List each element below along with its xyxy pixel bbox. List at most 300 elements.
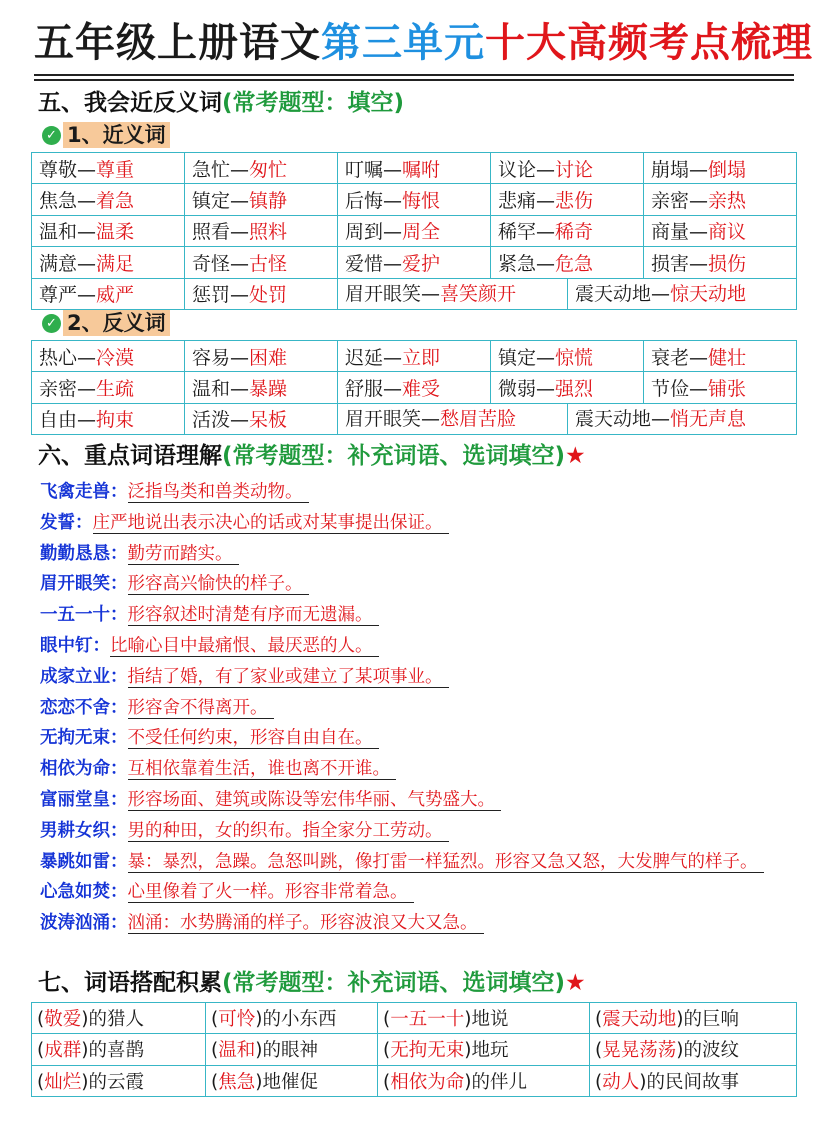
word: 活泼 [192, 409, 231, 432]
synonym-pair-cell [491, 153, 644, 184]
dash: — [77, 378, 97, 401]
word: 满意 [39, 252, 78, 275]
paren-close: ) [255, 1071, 263, 1093]
word: 惩罚 [192, 284, 231, 307]
antonym-pair-cell [644, 341, 797, 372]
answer-word: 稀奇 [555, 221, 594, 244]
antonym-pair-cell [338, 372, 491, 403]
star-icon: ★ [565, 443, 586, 469]
word: 爱惜 [345, 252, 384, 275]
dash: — [689, 346, 709, 369]
definition-item [40, 508, 800, 539]
star-icon: ★ [565, 970, 586, 996]
definition-item [40, 477, 800, 508]
definition-term: 发誓： [40, 512, 93, 533]
definition-term: 男耕女织： [40, 820, 128, 841]
word: 悲痛 [498, 190, 537, 213]
definition-term: 相依为命： [40, 759, 128, 780]
table-row [32, 1034, 797, 1065]
definition-item [40, 877, 800, 908]
synonym-subheading [42, 122, 170, 148]
title-part3: 十大高频考点梳理 [485, 20, 813, 66]
answer-word: 强烈 [555, 378, 594, 401]
collocation-cell [590, 1034, 797, 1065]
section7-heading [38, 968, 586, 998]
synonym-pair-cell [185, 184, 338, 215]
collocation-noun: 地催促 [262, 1071, 318, 1093]
synonym-pair-cell [185, 247, 338, 278]
answer-word: 周全 [402, 221, 441, 244]
word: 周到 [345, 221, 384, 244]
paren-open: ( [595, 1040, 603, 1062]
paren-close: ) [639, 1071, 647, 1093]
check-circle-icon: ✓ [42, 126, 61, 145]
paren-close: ) [81, 1009, 89, 1031]
word: 尊敬 [39, 158, 78, 181]
paren-open: ( [37, 1040, 45, 1062]
synonym-pair-cell [32, 184, 185, 215]
paren-open: ( [37, 1071, 45, 1093]
definition-term: 暴跳如雷： [40, 851, 128, 872]
paren-open: ( [211, 1009, 219, 1031]
synonym-pair-cell [338, 153, 491, 184]
collocation-cell [378, 1065, 590, 1096]
paren-open: ( [383, 1040, 391, 1062]
answer-word: 威严 [96, 284, 135, 307]
word: 崩塌 [651, 158, 690, 181]
word: 亲密 [39, 378, 78, 401]
definition-text: 形容场面、建筑或陈设等宏伟华丽、气势盛大。 [128, 790, 502, 811]
answer-word: 动人 [602, 1071, 640, 1093]
dash: — [77, 284, 97, 307]
answer-word: 无拘无束 [390, 1040, 465, 1062]
collocation-cell [378, 1034, 590, 1065]
collocation-cell [590, 1003, 797, 1034]
definition-item [40, 785, 800, 816]
collocation-cell [32, 1003, 206, 1034]
definition-term: 勤勤恳恳： [40, 543, 128, 564]
synonym-pair-cell [644, 247, 797, 278]
merged-pair-cells [338, 278, 797, 309]
antonym-pair-cell [491, 341, 644, 372]
dash: — [689, 221, 709, 244]
dash: — [230, 378, 250, 401]
collocation-cell [206, 1034, 378, 1065]
answer-word: 嘱咐 [402, 158, 441, 181]
dash: — [77, 346, 97, 369]
table-row [32, 215, 797, 246]
antonym-pair-cell [491, 372, 644, 403]
definition-item [40, 600, 800, 631]
synonym-pair-cell [338, 215, 491, 246]
definition-text: 互相依靠着生活，谁也离不开谁。 [128, 759, 397, 780]
section6-heading [38, 441, 586, 471]
collocation-noun: 的伴儿 [471, 1071, 527, 1093]
word: 眉开眼笑 [345, 407, 422, 430]
dash: — [230, 284, 250, 307]
section6-title: 六、重点词语理解 [38, 443, 222, 469]
answer-word: 满足 [96, 252, 135, 275]
paren-open: ( [211, 1071, 219, 1093]
word: 镇定 [498, 346, 537, 369]
paren-open: ( [37, 1009, 45, 1031]
definition-text: 指结了婚，有了家业或建立了某项事业。 [128, 667, 449, 688]
collocation-noun: 地说 [471, 1009, 509, 1031]
dash: — [536, 346, 556, 369]
collocation-cell [206, 1003, 378, 1034]
table-row [32, 1003, 797, 1034]
dash: — [536, 221, 556, 244]
paren-open: ( [595, 1071, 603, 1093]
collocation-cell [206, 1065, 378, 1096]
dash: — [421, 407, 441, 430]
collocation-noun: 的猎人 [88, 1009, 144, 1031]
title-part1: 五年级上册语文 [34, 20, 321, 66]
answer-word: 相依为命 [390, 1071, 465, 1093]
definition-text: 男的种田，女的织布。指全家分工劳动。 [128, 821, 449, 842]
answer-word: 铺张 [708, 378, 747, 401]
word: 商量 [651, 221, 690, 244]
answer-word: 拘束 [96, 409, 135, 432]
answer-word: 商议 [708, 221, 747, 244]
collocation-noun: 的喜鹊 [88, 1040, 144, 1062]
paren-open: ( [211, 1040, 219, 1062]
word: 震天动地 [575, 282, 652, 305]
antonym-pair-cell [32, 403, 185, 434]
antonym-pair-cell [185, 403, 338, 434]
synonym-pair-cell [491, 184, 644, 215]
synonym-label: 1、近义词 [63, 122, 170, 148]
collocation-noun: 的小东西 [262, 1009, 337, 1031]
synonym-pair-cell [644, 153, 797, 184]
dash: — [689, 252, 709, 275]
answer-word: 悔恨 [402, 190, 441, 213]
answer-word: 一五一十 [390, 1009, 465, 1031]
antonym-pair-cell [644, 372, 797, 403]
answer-word: 镇静 [249, 190, 288, 213]
answer-word: 难受 [402, 378, 441, 401]
answer-word: 敬爱 [44, 1009, 82, 1031]
dash: — [383, 252, 403, 275]
page-title [34, 14, 813, 76]
definition-text: 形容叙述时清楚有序而无遗漏。 [128, 605, 379, 626]
collocation-cell [378, 1003, 590, 1034]
section7-hint: (常考题型：补充词语、选词填空) [222, 970, 566, 996]
answer-word: 亲热 [708, 190, 747, 213]
word: 损害 [651, 252, 690, 275]
antonym-pair-cell [338, 341, 491, 372]
answer-word: 困难 [249, 346, 288, 369]
collocation-cell [590, 1065, 797, 1096]
definition-item [40, 569, 800, 600]
answer-word: 愁眉苦脸 [440, 407, 517, 430]
table-row [32, 278, 797, 309]
table-row [32, 372, 797, 403]
dash: — [536, 252, 556, 275]
answer-word: 照料 [249, 221, 288, 244]
dash: — [383, 190, 403, 213]
answer-word: 惊天动地 [670, 282, 747, 305]
dash: — [77, 252, 97, 275]
table-row [32, 341, 797, 372]
synonym-pair-cell [32, 215, 185, 246]
answer-word: 温和 [218, 1040, 256, 1062]
dash: — [77, 190, 97, 213]
definition-term: 飞禽走兽： [40, 482, 128, 502]
paren-close: ) [464, 1040, 472, 1062]
definition-text: 汹涌：水势腾涌的样子。形容波浪又大又急。 [128, 913, 484, 934]
collocation-noun: 的波纹 [683, 1040, 739, 1062]
synonym-pair-cell [32, 247, 185, 278]
word: 紧急 [498, 252, 537, 275]
definition-item [40, 908, 800, 939]
answer-word: 倒塌 [708, 158, 747, 181]
definition-item [40, 539, 800, 570]
table-row [32, 153, 797, 184]
definition-term: 富丽堂皇： [40, 789, 128, 810]
definition-text: 形容高兴愉快的样子。 [128, 574, 309, 595]
word: 奇怪 [192, 252, 231, 275]
collocation-cell [32, 1034, 206, 1065]
definition-term: 成家立业： [40, 666, 128, 687]
antonym-pair-cell [32, 341, 185, 372]
dash: — [230, 252, 250, 275]
synonym-pair-cell [338, 279, 568, 309]
answer-word: 悲伤 [555, 190, 594, 213]
antonym-subheading [42, 310, 170, 336]
answer-word: 焦急 [218, 1071, 256, 1093]
synonym-table [31, 152, 797, 310]
collocation-table-body [32, 1003, 797, 1097]
answer-word: 立即 [402, 346, 441, 369]
word: 衰老 [651, 346, 690, 369]
synonym-pair-cell [185, 153, 338, 184]
definition-item [40, 816, 800, 847]
word: 自由 [39, 409, 78, 432]
word: 尊严 [39, 284, 78, 307]
synonym-pair-cell [491, 247, 644, 278]
collocation-table [31, 1002, 797, 1097]
section7-title: 七、词语搭配积累 [38, 970, 222, 996]
definition-item [40, 723, 800, 754]
answer-word: 处罚 [249, 284, 288, 307]
definition-term: 恋恋不舍： [40, 697, 128, 718]
paren-close: ) [81, 1040, 89, 1062]
dash: — [689, 378, 709, 401]
word: 稀罕 [498, 221, 537, 244]
word: 热心 [39, 346, 78, 369]
definition-item [40, 693, 800, 724]
table-row [32, 1065, 797, 1096]
word: 叮嘱 [345, 158, 384, 181]
antonym-pair-cell [185, 372, 338, 403]
word: 后悔 [345, 190, 384, 213]
dash: — [383, 221, 403, 244]
section6-hint: (常考题型：补充词语、选词填空) [222, 443, 566, 469]
dash: — [230, 409, 250, 432]
answer-word: 生疏 [96, 378, 135, 401]
definition-term: 一五一十： [40, 605, 128, 626]
dash: — [77, 409, 97, 432]
answer-word: 危急 [555, 252, 594, 275]
word: 节俭 [651, 378, 690, 401]
table-row [32, 247, 797, 278]
antonym-table-body [32, 341, 797, 435]
paren-close: ) [464, 1009, 472, 1031]
dash: — [689, 190, 709, 213]
synonym-pair-cell [338, 184, 491, 215]
section5-hint: (常考题型：填空) [222, 90, 405, 116]
collocation-noun: 的民间故事 [646, 1071, 739, 1093]
section5-heading [38, 88, 404, 118]
word: 议论 [498, 158, 537, 181]
synonym-pair-cell [185, 278, 338, 309]
check-circle-icon: ✓ [42, 314, 61, 333]
collocation-cell [32, 1065, 206, 1096]
answer-word: 爱护 [402, 252, 441, 275]
title-part2: 第三单元 [321, 20, 485, 66]
dash: — [383, 346, 403, 369]
collocation-noun: 的眼神 [262, 1040, 318, 1062]
dash: — [536, 190, 556, 213]
paren-open: ( [595, 1009, 603, 1031]
word: 舒服 [345, 378, 384, 401]
antonym-pair-cell [338, 404, 568, 434]
answer-word: 可怜 [218, 1009, 256, 1031]
definition-term: 眉开眼笑： [40, 574, 128, 595]
answer-word: 成群 [44, 1040, 82, 1062]
synonym-pair-cell [185, 215, 338, 246]
table-row [32, 403, 797, 434]
paren-close: ) [464, 1071, 472, 1093]
synonym-pair-cell [32, 153, 185, 184]
definition-text: 比喻心目中最痛恨、最厌恶的人。 [110, 636, 379, 657]
dash: — [421, 282, 441, 305]
dash: — [230, 158, 250, 181]
answer-word: 损伤 [708, 252, 747, 275]
definition-item [40, 847, 800, 878]
collocation-noun: 的巨响 [683, 1009, 739, 1031]
answer-word: 尊重 [96, 158, 135, 181]
answer-word: 震天动地 [602, 1009, 677, 1031]
answer-word: 喜笑颜开 [440, 282, 517, 305]
word: 照看 [192, 221, 231, 244]
dash: — [383, 158, 403, 181]
word: 温和 [39, 221, 78, 244]
paren-close: ) [676, 1040, 684, 1062]
synonym-table-body [32, 153, 797, 310]
word: 震天动地 [575, 407, 652, 430]
definition-text: 暴：暴烈，急躁。急怒叫跳，像打雷一样猛烈。形容又急又怒，大发脾气的样子。 [128, 852, 764, 873]
answer-word: 健壮 [708, 346, 747, 369]
word: 温和 [192, 378, 231, 401]
dash: — [230, 346, 250, 369]
antonym-pair-cell [568, 404, 796, 434]
title-underline-bottom [34, 79, 794, 81]
dash: — [689, 158, 709, 181]
dash: — [536, 158, 556, 181]
definition-term: 无拘无束： [40, 728, 128, 749]
definition-term: 心急如焚： [40, 882, 128, 903]
word: 镇定 [192, 190, 231, 213]
dash: — [651, 282, 671, 305]
title-underline-top [34, 74, 794, 76]
definition-text: 心里像着了火一样。形容非常着急。 [128, 882, 414, 903]
word: 微弱 [498, 378, 537, 401]
definition-term: 眼中钉： [40, 635, 110, 656]
answer-word: 灿烂 [44, 1071, 82, 1093]
definition-text: 不受任何约束，形容自由自在。 [128, 728, 379, 749]
merged-pair-cells [338, 403, 797, 434]
section5-title: 五、我会近反义词 [38, 90, 222, 116]
dash: — [77, 221, 97, 244]
word: 迟延 [345, 346, 384, 369]
table-row [32, 184, 797, 215]
definition-text: 勤劳而踏实。 [128, 544, 239, 565]
word: 亲密 [651, 190, 690, 213]
synonym-pair-cell [644, 184, 797, 215]
dash: — [230, 190, 250, 213]
paren-open: ( [383, 1009, 391, 1031]
word: 急忙 [192, 158, 231, 181]
definition-item [40, 754, 800, 785]
definition-item [40, 662, 800, 693]
answer-word: 古怪 [249, 252, 288, 275]
definition-text: 庄严地说出表示决心的话或对某事提出保证。 [93, 513, 449, 534]
answer-word: 惊慌 [555, 346, 594, 369]
dash: — [383, 378, 403, 401]
antonym-label: 2、反义词 [63, 310, 170, 336]
antonym-table [31, 340, 797, 435]
antonym-pair-cell [32, 372, 185, 403]
answer-word: 匆忙 [249, 158, 288, 181]
synonym-pair-cell [568, 279, 796, 309]
dash: — [77, 158, 97, 181]
answer-word: 着急 [96, 190, 135, 213]
definition-list [40, 477, 800, 939]
definition-text: 形容舍不得离开。 [128, 698, 274, 719]
word: 容易 [192, 346, 231, 369]
definition-text: 泛指鸟类和兽类动物。 [128, 482, 309, 503]
dash: — [536, 378, 556, 401]
paren-open: ( [383, 1071, 391, 1093]
definition-term: 波涛汹涌： [40, 913, 128, 934]
paren-close: ) [81, 1071, 89, 1093]
collocation-noun: 的云霞 [88, 1071, 144, 1093]
answer-word: 温柔 [96, 221, 135, 244]
answer-word: 冷漠 [96, 346, 135, 369]
word: 焦急 [39, 190, 78, 213]
definition-item [40, 631, 800, 662]
synonym-pair-cell [491, 215, 644, 246]
dash: — [230, 221, 250, 244]
synonym-pair-cell [32, 278, 185, 309]
answer-word: 呆板 [249, 409, 288, 432]
antonym-pair-cell [185, 341, 338, 372]
answer-word: 讨论 [555, 158, 594, 181]
synonym-pair-cell [338, 247, 491, 278]
answer-word: 悄无声息 [670, 407, 747, 430]
paren-close: ) [255, 1040, 263, 1062]
answer-word: 晃晃荡荡 [602, 1040, 677, 1062]
paren-close: ) [255, 1009, 263, 1031]
collocation-noun: 地玩 [471, 1040, 509, 1062]
synonym-pair-cell [644, 215, 797, 246]
word: 眉开眼笑 [345, 282, 422, 305]
answer-word: 暴躁 [249, 378, 288, 401]
paren-close: ) [676, 1009, 684, 1031]
dash: — [651, 407, 671, 430]
